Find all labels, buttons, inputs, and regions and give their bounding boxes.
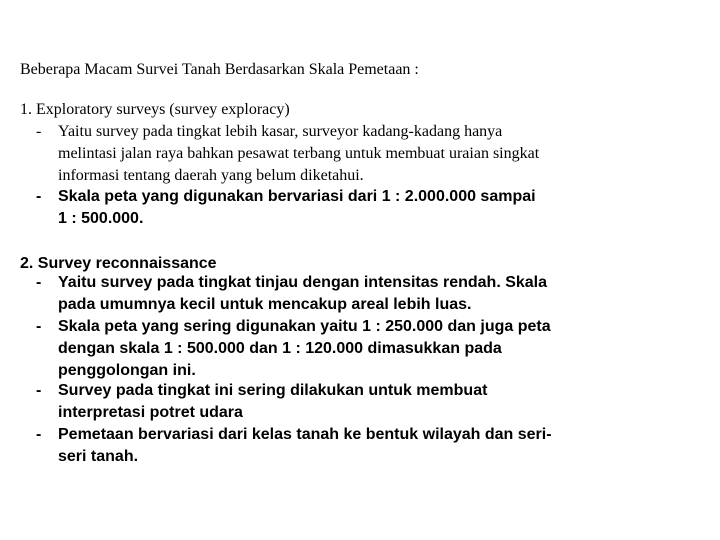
text-line: Yaitu survey pada tingkat tinjau dengan intensitas rendah. Skala (58, 274, 548, 291)
bullet-dash: - (36, 188, 42, 205)
text-line: melintasi jalan raya bahkan pesawat terbang untuk membuat uraian singkat (58, 145, 540, 162)
text-line: informasi tentang daerah yang belum diketahui. (58, 167, 364, 184)
list-item (36, 121, 636, 187)
bullet-text (58, 272, 636, 316)
section-title: 2. Survey reconnaissance (20, 255, 217, 272)
text-line: Yaitu survey pada tingkat lebih kasar, surveyor kadang-kadang hanya (58, 123, 503, 140)
text-line: seri tanah. (58, 448, 139, 465)
bullet-text (58, 186, 636, 230)
page-heading: Beberapa Macam Survei Tanah Berdasarkan Skala Pemetaan : (20, 61, 419, 78)
text-line: Survey pada tingkat ini sering dilakukan untuk membuat (58, 382, 488, 399)
bullet-text (58, 424, 636, 468)
text-line: Pemetaan bervariasi dari kelas tanah ke bentuk wilayah dan seri- (58, 426, 552, 443)
bullet-text (58, 380, 636, 424)
section-title: 1. Exploratory surveys (survey exploracy) (20, 101, 290, 118)
bullet-dash: - (36, 426, 42, 443)
bullet-text (58, 316, 636, 382)
list-item (36, 186, 636, 230)
bullet-dash: - (36, 274, 42, 291)
list-item (36, 380, 636, 424)
list-item (36, 316, 636, 382)
bullet-dash: - (36, 123, 42, 140)
text-line: dengan skala 1 : 500.000 dan 1 : 120.000 dimasukkan pada (58, 340, 502, 357)
text-line: interpretasi potret udara (58, 404, 243, 421)
bullet-dash: - (36, 382, 42, 399)
text-line: penggolongan ini. (58, 362, 196, 379)
list-item (36, 424, 636, 468)
bullet-dash: - (36, 318, 42, 335)
text-line: Skala peta yang digunakan bervariasi dari 1 : 2.000.000 sampai (58, 188, 536, 205)
text-line: pada umumnya kecil untuk mencakup areal lebih luas. (58, 296, 472, 313)
list-item (36, 272, 636, 316)
text-line: Skala peta yang sering digunakan yaitu 1 : 250.000 dan juga peta (58, 318, 551, 335)
bullet-text (58, 121, 636, 187)
text-line: 1 : 500.000. (58, 210, 144, 227)
